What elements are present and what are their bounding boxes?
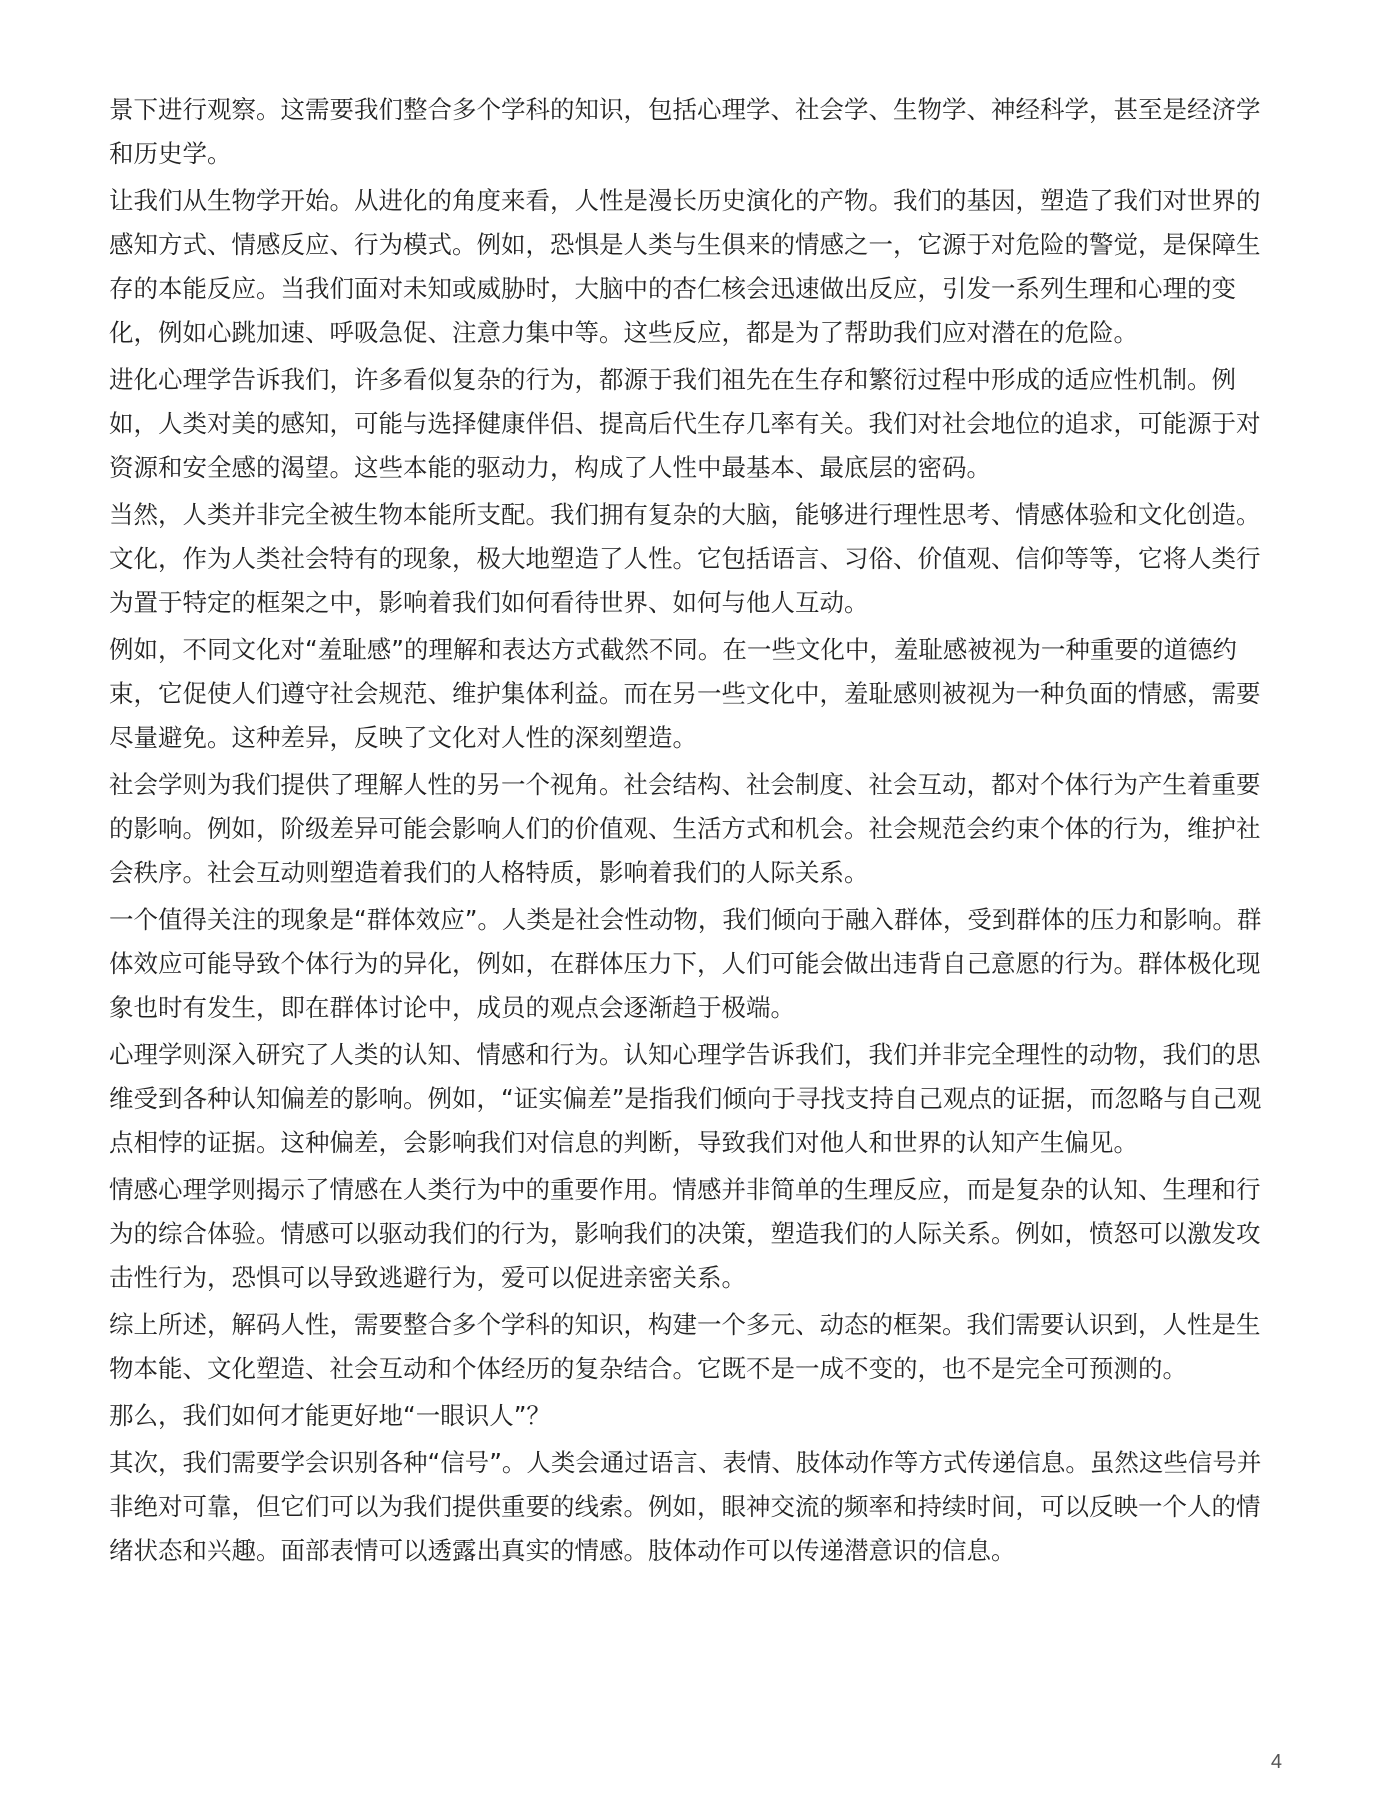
- page-number: 4: [1270, 1751, 1282, 1773]
- paragraph: 一个值得关注的现象是“群体效应”。人类是社会性动物，我们倾向于融入群体，受到群体的压力和影响。群体效应可能导致个体行为的异化，例如，在群体压力下，人们可能会做出违背自己意愿的行为。群体极化现象也时有发生，即在群体讨论中，成员的观点会逐渐趋于极端。: [109, 905, 1262, 1022]
- paragraph: 综上所述，解码人性，需要整合多个学科的知识，构建一个多元、动态的框架。我们需要认识到，人性是生物本能、文化塑造、社会互动和个体经历的复杂结合。它既不是一成不变的，也不是完全可预测的。: [109, 1310, 1261, 1383]
- paragraph: 其次，我们需要学会识别各种“信号”。人类会通过语言、表情、肢体动作等方式传递信息。虽然这些信号并非绝对可靠，但它们可以为我们提供重要的线索。例如，眼神交流的频率和持续时间，可以反映一个人的情绪状态和兴趣。面部表情可以透露出真实的情感。肢体动作可以传递潜意识的信息。: [109, 1448, 1262, 1565]
- paragraph: 进化心理学告诉我们，许多看似复杂的行为，都源于我们祖先在生存和繁衍过程中形成的适应性机制。例如，人类对美的感知，可能与选择健康伴侣、提高后代生存几率有关。我们对社会地位的追求，可能源于对资源和安全感的渴望。这些本能的驱动力，构成了人性中最基本、最底层的密码。: [109, 365, 1261, 482]
- paragraph: 社会学则为我们提供了理解人性的另一个视角。社会结构、社会制度、社会互动，都对个体行为产生着重要的影响。例如，阶级差异可能会影响人们的价值观、生活方式和机会。社会规范会约束个体的行为，维护社会秩序。社会互动则塑造着我们的人格特质，影响着我们的人际关系。: [109, 770, 1261, 887]
- paragraph: 让我们从生物学开始。从进化的角度来看，人性是漫长历史演化的产物。我们的基因，塑造了我们对世界的感知方式、情感反应、行为模式。例如，恐惧是人类与生俱来的情感之一，它源于对危险的警觉，是保障生存的本能反应。当我们面对未知或威胁时，大脑中的杏仁核会迅速做出反应，引发一系列生理和心理的变化，例如心跳加速、呼吸急促、注意力集中等。这些反应，都是为了帮助我们应对潜在的危险。: [109, 186, 1261, 347]
- paragraph: 例如，不同文化对“羞耻感”的理解和表达方式截然不同。在一些文化中，羞耻感被视为一种重要的道德约束，它促使人们遵守社会规范、维护集体利益。而在另一些文化中，羞耻感则被视为一种负面的情感，需要尽量避免。这种差异，反映了文化对人性的深刻塑造。: [109, 635, 1261, 752]
- paragraph: 那么，我们如何才能更好地“一眼识人”？: [109, 1401, 551, 1430]
- paragraph: 景下进行观察。这需要我们整合多个学科的知识，包括心理学、社会学、生物学、神经科学，甚至是经济学和历史学。: [109, 95, 1261, 168]
- paragraph: 当然，人类并非完全被生物本能所支配。我们拥有复杂的大脑，能够进行理性思考、情感体验和文化创造。文化，作为人类社会特有的现象，极大地塑造了人性。它包括语言、习俗、价值观、信仰等等，它将人类行为置于特定的框架之中，影响着我们如何看待世界、如何与他人互动。: [109, 500, 1261, 617]
- paragraph: 心理学则深入研究了人类的认知、情感和行为。认知心理学告诉我们，我们并非完全理性的动物，我们的思维受到各种认知偏差的影响。例如，“证实偏差”是指我们倾向于寻找支持自己观点的证据，而忽略与自己观点相悖的证据。这种偏差，会影响我们对信息的判断，导致我们对他人和世界的认知产生偏见。: [109, 1040, 1262, 1157]
- paragraph: 情感心理学则揭示了情感在人类行为中的重要作用。情感并非简单的生理反应，而是复杂的认知、生理和行为的综合体验。情感可以驱动我们的行为，影响我们的决策，塑造我们的人际关系。例如，愤怒可以激发攻击性行为，恐惧可以导致逃避行为，爱可以促进亲密关系。: [109, 1175, 1261, 1292]
